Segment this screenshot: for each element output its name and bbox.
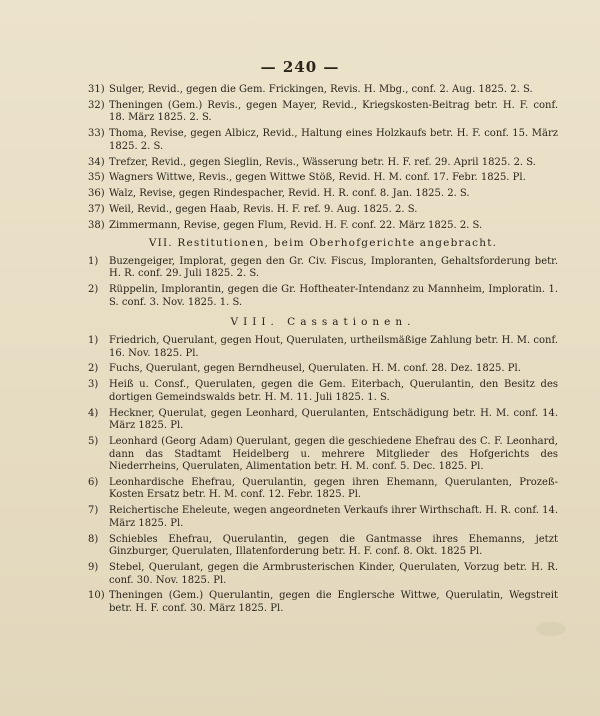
list-item — [88, 128, 558, 153]
entry-number: 5) — [88, 435, 99, 447]
entry-text: Sulger, Revid., gegen die Gem. Frickingen, Revis. H. Mbg., conf. 2. Aug. 1825. 2. S. — [109, 84, 533, 95]
entry-text: Buzengeiger, Implorat, gegen den Gr. Civ. Fiscus, Imploranten, Gehaltsforderung betr. H. R. conf. 29. Juli 1825. 2. S. — [109, 255, 558, 280]
entry-number: 7) — [88, 505, 99, 517]
list-item — [88, 436, 558, 474]
list-item — [88, 188, 558, 201]
page-number: — 240 — — [260, 58, 340, 76]
entry-text: Rüppelin, Implorantin, gegen die Gr. Hoftheater-Intendanz zu Mannheim, Imploratin. 1. S. conf. 3. Nov. 1825. 1. S. — [109, 284, 558, 308]
entry-number: 2) — [88, 363, 99, 375]
list-item — [88, 204, 558, 217]
list-item — [88, 379, 558, 404]
entry-number: 34) — [88, 156, 105, 168]
list-item — [88, 477, 558, 502]
entry-number: 31) — [88, 84, 105, 95]
entry-list-cassations — [88, 335, 558, 616]
entry-text: Stebel, Querulant, gegen die Armbrusterischen Kinder, Querulaten, Vorzug betr. H. R. conf. 30. Nov. 1825. Pl. — [109, 562, 558, 586]
entry-number: 36) — [88, 188, 105, 200]
list-item — [88, 256, 558, 281]
entry-text: Trefzer, Revid., gegen Sieglin, Revis., Wässerung betr. H. F. ref. 29. April 1825. 2. S. — [109, 156, 536, 168]
entry-text: Schiebles Ehefrau, Querulantin, gegen die Gantmasse ihres Ehemanns, jetzt Ginzburger, Querulaten, Illatenforderung betr. H. F. conf. 8. Okt. 1825 Pl. — [109, 533, 558, 558]
entry-list-revisions — [88, 84, 558, 232]
entry-number: 33) — [88, 128, 105, 140]
list-item — [88, 590, 558, 615]
list-item — [88, 534, 558, 559]
entry-text: Leonhardische Ehefrau, Querulantin, gegen ihren Ehemann, Querulanten, Prozeß-Kosten Ersatz betr. H. M. conf. 12. Febr. 1825. Pl. — [109, 476, 558, 501]
entry-text: Wagners Wittwe, Revis., gegen Wittwe Stöß, Revid. H. M. conf. 17. Febr. 1825. Pl. — [109, 172, 526, 184]
entry-number: 38) — [88, 219, 105, 231]
list-item — [88, 284, 558, 309]
page-content — [88, 84, 558, 619]
entry-number: 9) — [88, 562, 99, 573]
entry-number: 1) — [88, 255, 99, 267]
entry-number: 2) — [88, 284, 99, 296]
entry-number: 10) — [88, 590, 105, 602]
list-item — [88, 100, 558, 125]
entry-text: Reichertische Eheleute, wegen angeordneten Verkaufs ihrer Wirthschaft. H. R. conf. 14. März 1825. Pl. — [109, 505, 558, 529]
entry-text: Heckner, Querulat, gegen Leonhard, Querulanten, Entschädigung betr. H. M. conf. 14. März 1825. Pl. — [109, 407, 558, 432]
list-item — [88, 172, 558, 185]
list-item — [88, 562, 558, 587]
entry-text: Fuchs, Querulant, gegen Berndheusel, Querulaten. H. M. conf. 28. Dez. 1825. Pl. — [109, 363, 521, 375]
paper-stain — [536, 622, 566, 636]
entry-text: Leonhard (Georg Adam) Querulant, gegen die geschiedene Ehefrau des C. F. Leonhard, dann das Stadtamt Heidelberg u. mehrere Mitglieder des Hofgerichts des Niederrheins, Querulaten, Alimentation betr. H. M. conf. 5. Dec. 1825. Pl. — [109, 435, 558, 473]
entry-text: Zimmermann, Revise, gegen Flum, Revid. H. F. conf. 22. März 1825. 2. S. — [109, 219, 483, 231]
list-item — [88, 335, 558, 360]
entry-text: Theningen (Gem.) Querulantin, gegen die Englersche Wittwe, Querulatin, Wegstreit betr. H. F. conf. 30. März 1825. Pl. — [109, 590, 558, 614]
list-item — [88, 157, 558, 170]
section-heading-vii: VII. Restitutionen, beim Oberhofgerichte angebracht. — [148, 237, 498, 250]
entry-text: Walz, Revise, gegen Rindespacher, Revid. H. R. conf. 8. Jan. 1825. 2. S. — [109, 188, 470, 200]
entry-text: Weil, Revid., gegen Haab, Revis. H. F. ref. 9. Aug. 1825. 2. S. — [109, 203, 418, 215]
entry-text: Friedrich, Querulant, gegen Hout, Querulaten, urtheilsmäßige Zahlung betr. H. M. conf. 16. Nov. 1825. Pl. — [109, 335, 558, 359]
entry-number: 8) — [88, 533, 99, 545]
entry-number: 32) — [88, 99, 105, 111]
entry-text: Heiß u. Consf., Querulaten, gegen die Gem. Eiterbach, Querulantin, den Besitz des dortigen Gemeindswalds betr. H. M. 11. Juli 1825. 1. S. — [109, 379, 558, 403]
entry-number: 6) — [88, 476, 99, 488]
list-item — [88, 84, 558, 97]
list-item — [88, 220, 558, 233]
section-heading-viii: VIII. Cassationen. — [230, 316, 416, 329]
entry-number: 37) — [88, 203, 105, 215]
entry-number: 1) — [88, 335, 99, 346]
entry-number: 3) — [88, 379, 99, 391]
list-item — [88, 408, 558, 433]
entry-number: 4) — [88, 407, 99, 419]
entry-list-restitutions — [88, 256, 558, 310]
list-item — [88, 505, 558, 530]
entry-text: Theningen (Gem.) Revis., gegen Mayer, Revid., Kriegskosten-Beitrag betr. H. F. conf. 18. März 1825. 2. S. — [109, 99, 558, 124]
entry-number: 35) — [88, 172, 105, 184]
list-item — [88, 363, 558, 376]
entry-text: Thoma, Revise, gegen Albicz, Revid., Haltung eines Holzkaufs betr. H. F. conf. 15. März 1825. 2. S. — [109, 128, 558, 152]
